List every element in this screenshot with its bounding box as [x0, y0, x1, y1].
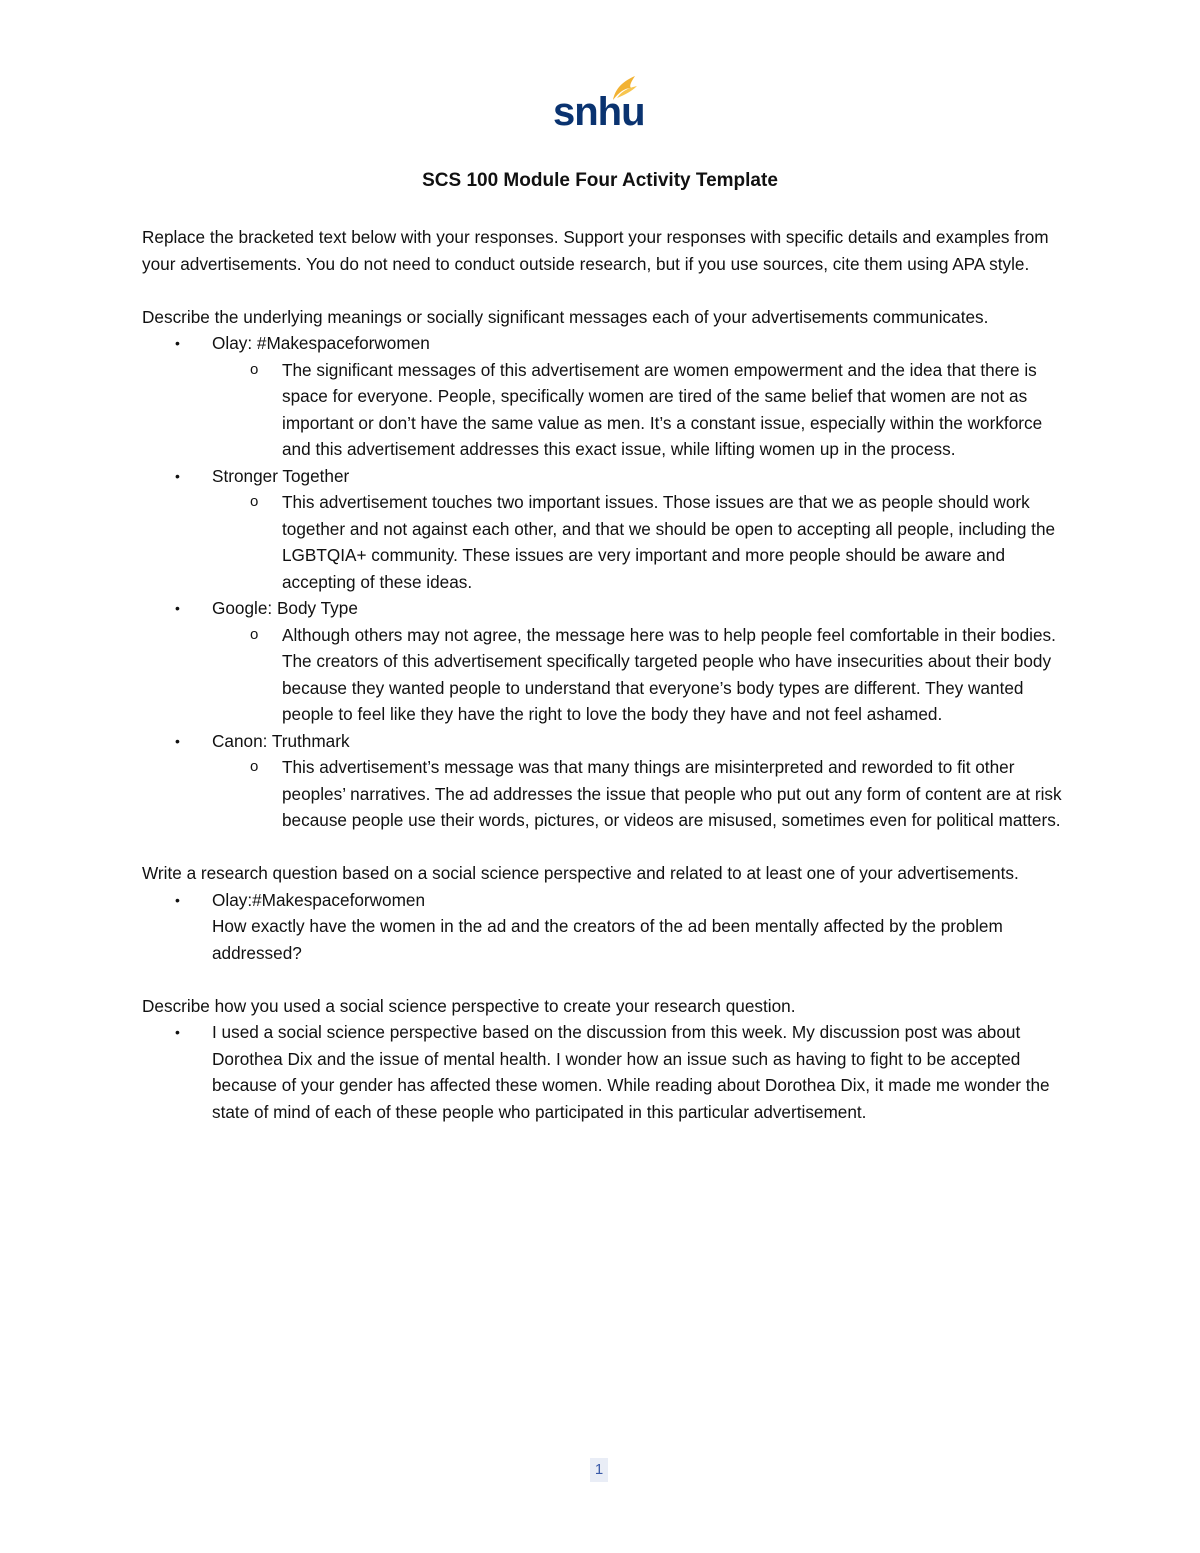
section1-prompt: Describe the underlying meanings or socially significant messages each of your advertisements communicates.: [142, 306, 989, 327]
sub-bullet-icon: o: [250, 493, 259, 510]
list-item: [142, 595, 1072, 728]
item-label: Olay:#Makespaceforwomen: [212, 889, 426, 910]
list-item: [142, 1019, 1072, 1125]
bullet-icon: •: [175, 467, 180, 484]
item-detail: This advertisement touches two important issues. Those issues are that we as people should work together and not against each other, and that we should be open to accepting all people, including the LGBTQIA+ community. These issues are very important and more people should be aware and accepting of these ideas.: [282, 492, 1056, 592]
sub-list-item: [212, 622, 1072, 728]
page-number: 1: [590, 1458, 608, 1482]
section2-list: [142, 887, 1072, 967]
item-label: Google: Body Type: [212, 598, 358, 618]
sub-list-item: [212, 754, 1072, 834]
item-detail: This advertisement’s message was that many things are misinterpreted and reworded to fit other peoples’ narratives. The ad addresses the issue that people who put out any form of content are at risk because people use their words, pictures, or videos are misused, sometimes even for political matters.: [282, 757, 1062, 830]
bullet-icon: •: [175, 732, 180, 749]
logo-wordmark: snhu: [553, 90, 645, 134]
item-text: I used a social science perspective based on the discussion from this week. My discussion post was about Dorothea Dix and the issue of mental health. I wonder how an issue such as having to fight to be accepted because of your gender has affected these women. While reading about Dorothea Dix, it made me wonder the state of mind of each of these people who participated in this particular advertisement.: [212, 1022, 1050, 1122]
sub-bullet-icon: o: [250, 758, 259, 775]
sub-bullet-icon: o: [250, 360, 259, 378]
item-label: Canon: Truthmark: [212, 730, 350, 751]
list-item: [142, 330, 1072, 463]
intro-paragraph: Replace the bracketed text below with your responses. Support your responses with specific details and examples from your advertisements. You do not need to conduct outside research, but if you use sources, cite them using APA style.: [142, 227, 1049, 274]
bullet-icon: •: [175, 891, 180, 908]
section3-list: [142, 1019, 1072, 1125]
list-item: [142, 728, 1072, 834]
snhu-logo: [553, 74, 643, 134]
section1-list: [142, 330, 1072, 834]
item-label: Stronger Together: [212, 465, 350, 486]
section3-prompt: Describe how you used a social science perspective to create your research question.: [142, 995, 796, 1016]
document-body: [142, 224, 1072, 1125]
sub-list-item: [212, 489, 1072, 595]
item-label: Olay: #Makespaceforwomen: [212, 333, 430, 353]
bullet-icon: •: [175, 1024, 180, 1040]
research-question: How exactly have the women in the ad and the creators of the ad been mentally affected by the problem addressed?: [212, 916, 1003, 963]
bullet-icon: •: [175, 335, 180, 351]
list-item: [142, 887, 1072, 967]
item-detail: Although others may not agree, the message here was to help people feel comfortable in their bodies. The creators of this advertisement specifically targeted people who have insecurities about their body because they wanted people to understand that everyone’s body types are different. They wanted people to feel like they have the right to love the body they have and not feel ashamed.: [282, 624, 1056, 724]
page-title: SCS 100 Module Four Activity Template: [422, 170, 778, 191]
section2-prompt: Write a research question based on a social science perspective and related to at least one of your advertisements.: [142, 863, 1019, 883]
sub-bullet-icon: o: [250, 625, 259, 643]
sub-list-item: [212, 357, 1072, 463]
list-item: [142, 463, 1072, 596]
bullet-icon: •: [175, 600, 180, 616]
item-detail: The significant messages of this advertisement are women empowerment and the idea that there is space for everyone. People, specifically women are tired of the same belief that women are not as important or don’t have the same value as men. It’s a constant issue, especially within the workforce and this advertisement addresses this exact issue, while lifting women up in the process.: [282, 359, 1043, 459]
